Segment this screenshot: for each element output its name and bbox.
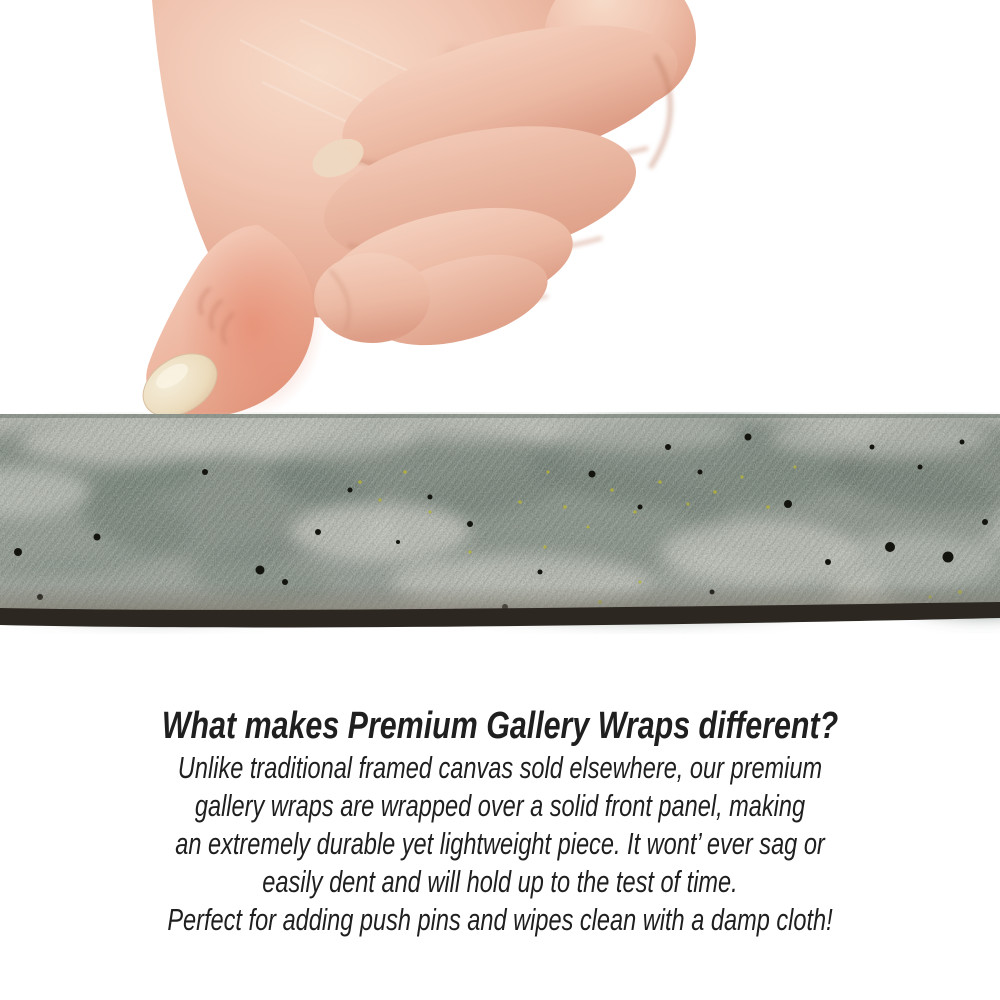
hand-photo <box>0 0 1000 420</box>
middle-fingertip <box>314 253 430 343</box>
hand-illustration <box>0 0 1000 420</box>
canvas-grain-light <box>0 414 1000 612</box>
info-heading: What makes Premium Gallery Wraps different? <box>161 705 839 747</box>
canvas-strip <box>0 412 1000 634</box>
info-body-line-3: an extremely durable yet lightweight piece. It wont’ ever sag or <box>175 826 825 861</box>
thumb <box>132 225 324 420</box>
info-body-line-4: easily dent and will hold up to the test of time. <box>262 864 738 899</box>
info-text-block <box>0 703 1000 939</box>
canvas-top-fringe <box>0 414 1000 418</box>
info-body-line-1: Unlike traditional framed canvas sold elsewhere, our premium <box>177 750 823 785</box>
info-body-line-5: Perfect for adding push pins and wipes clean with a damp cloth! <box>167 902 833 937</box>
canvas-texture <box>0 412 1000 634</box>
info-body-line-2: gallery wraps are wrapped over a solid front panel, making <box>194 788 806 823</box>
